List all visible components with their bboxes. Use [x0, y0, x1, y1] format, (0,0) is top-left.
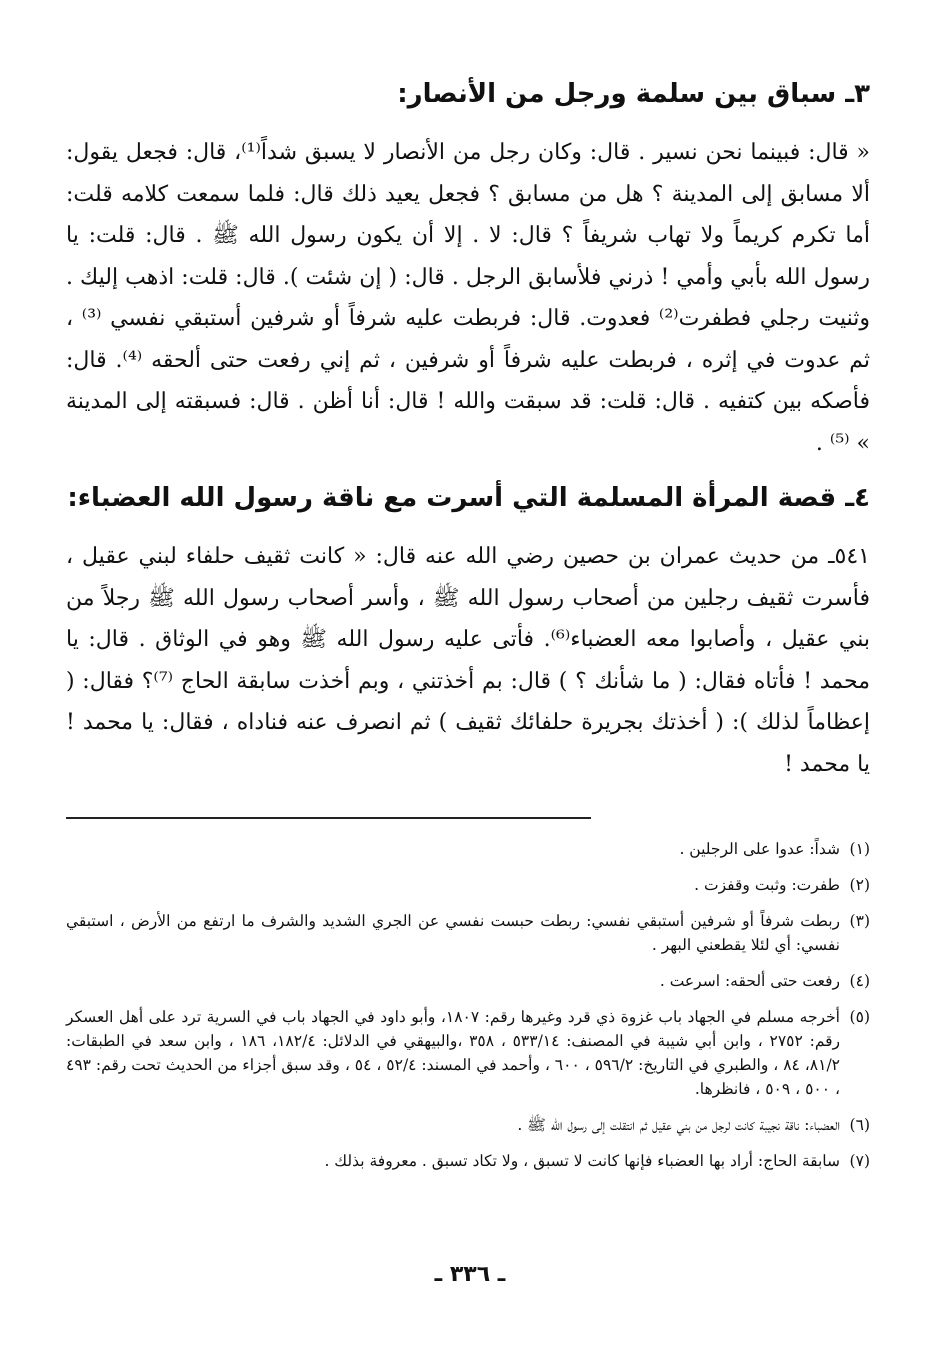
footnote-number: (١)	[849, 840, 870, 858]
footnote-2	[66, 873, 870, 897]
footnote-number: (٣)	[849, 912, 870, 930]
section-4-text: ٥٤١ـ من حديث عمران بن حصين رضي الله عنه قال: « كانت ثقيف حلفاء لبني عقيل ، فأسرت ثقيف رجلين من أصحاب رسول الله ﷺ ، وأسر أصحاب رسول الله ﷺ رجلاً من بني عقيل ، وأصابوا معه العضباء⁽⁶⁾. فأتى عليه رسول الله ﷺ وهو في الوثاق . قال: يا محمد ! فأتاه فقال: ( ما شأنك ؟ ) قال: بم أخذتني ، وبم أخذت سابقة الحاج ⁽⁷⁾؟ فقال: ( إعظاماً لذلك ): ( أخذتك بجريرة حلفائك ثقيف ) ثم انصرف عنه فناداه ، فقال: يا محمد ! يا محمد !	[66, 544, 870, 777]
footnote-text: أخرجه مسلم في الجهاد باب غزوة ذي قرد وغيرها رقم: ١٨٠٧، وأبو داود في الجهاد باب في السرية ترد على أهل العسكر رقم: ٢٧٥٢ ، وابن أبي شيبة في المصنف: ٥٣٣/١٤ ، ٣٥٨ ،والبيهقي في الدلائل: ١٨٢/٤، ١٨٦ ، وابن سعد في الطبقات: ٨١/٢، ٨٤ ، والطبري في التاريخ: ٥٩٦/٢ ، ٦٠٠ ، وأحمد في المسند: ٥٢/٤ ، ٥٤ ، وقد سبق أجزاء من الحديث تحت رقم: ٤٩٣ ، ٥٠٠ ، ٥٠٩ ، فانظرها.	[66, 1008, 841, 1098]
footnote-text: سابقة الحاج: أراد بها العضباء فإنها كانت لا تسبق ، ولا تكاد تسبق . معروفة بذلك .	[324, 1152, 840, 1170]
section-4-heading: ٤ـ قصة المرأة المسلمة التي أسرت مع ناقة رسول الله العضباء:	[67, 483, 870, 513]
footnote-text: طفرت: وثبت وقفزت .	[694, 876, 840, 894]
footnote-text: شداً: عدوا على الرجلين .	[679, 840, 840, 858]
footnote-7	[66, 1149, 870, 1173]
footnote-number: (٥)	[849, 1008, 870, 1026]
footnote-separator	[66, 817, 591, 819]
footnote-1	[66, 837, 870, 861]
footnote-number: (٧)	[849, 1152, 870, 1170]
footnote-number: (٦)	[849, 1116, 870, 1134]
footnote-6	[66, 1113, 870, 1137]
section-3-text: « قال: فبينما نحن نسير . قال: وكان رجل من الأنصار لا يسبق شداً⁽¹⁾، قال: فجعل يقول: ألا مسابق إلى المدينة ؟ هل من مسابق ؟ فجعل يعيد ذلك قال: فلما سمعت كلامه قلت: أما تكرم كريماً ولا تهاب شريفاً ؟ قال: لا . إلا أن يكون رسول الله ﷺ . قال: قلت: يا رسول الله بأبي وأمي ! ذرني فلأسابق الرجل . قال: ( إن شئت ). قال: قلت: اذهب إليك . وثنيت رجلي فطفرت⁽²⁾ فعدوت. قال: فربطت عليه شرفاً أو شرفين أستبقي نفسي ⁽³⁾ ، ثم عدوت في إثره ، فربطت عليه شرفاً أو شرفين ، ثم إني رفعت حتى ألحقه ⁽⁴⁾. قال: فأصكه بين كتفيه . قال: قلت: قد سبقت والله ! قال: أنا أظن . قال: فسبقته إلى المدينة » ⁽⁵⁾ .	[66, 140, 871, 456]
footnote-4	[66, 969, 870, 993]
section-3-heading: ٣ـ سباق بين سلمة ورجل من الأنصار:	[397, 79, 870, 109]
footnote-text: رفعت حتى ألحقه: اسرعت .	[659, 972, 840, 990]
footnotes	[66, 837, 870, 1173]
footnote-5	[66, 1005, 870, 1101]
page-number: ـ ٣٣٦ ـ	[434, 1262, 506, 1287]
footnote-text: ربطت شرفاً أو شرفين أستبقي نفسي: ربطت حبست نفسي عن الجري الشديد والشرف ما ارتفع من الأرض ، استبقي نفسي: أي لئلا يقطعني البهر .	[66, 912, 840, 954]
footnote-number: (٤)	[849, 972, 870, 990]
footnote-text: العضباء: ناقة نجيبة كانت لرجل من بني عقيل ثم انتقلت إلى رسول الله ﷺ .	[517, 1116, 840, 1134]
footnote-number: (٢)	[849, 876, 870, 894]
footnote-3	[66, 909, 870, 957]
